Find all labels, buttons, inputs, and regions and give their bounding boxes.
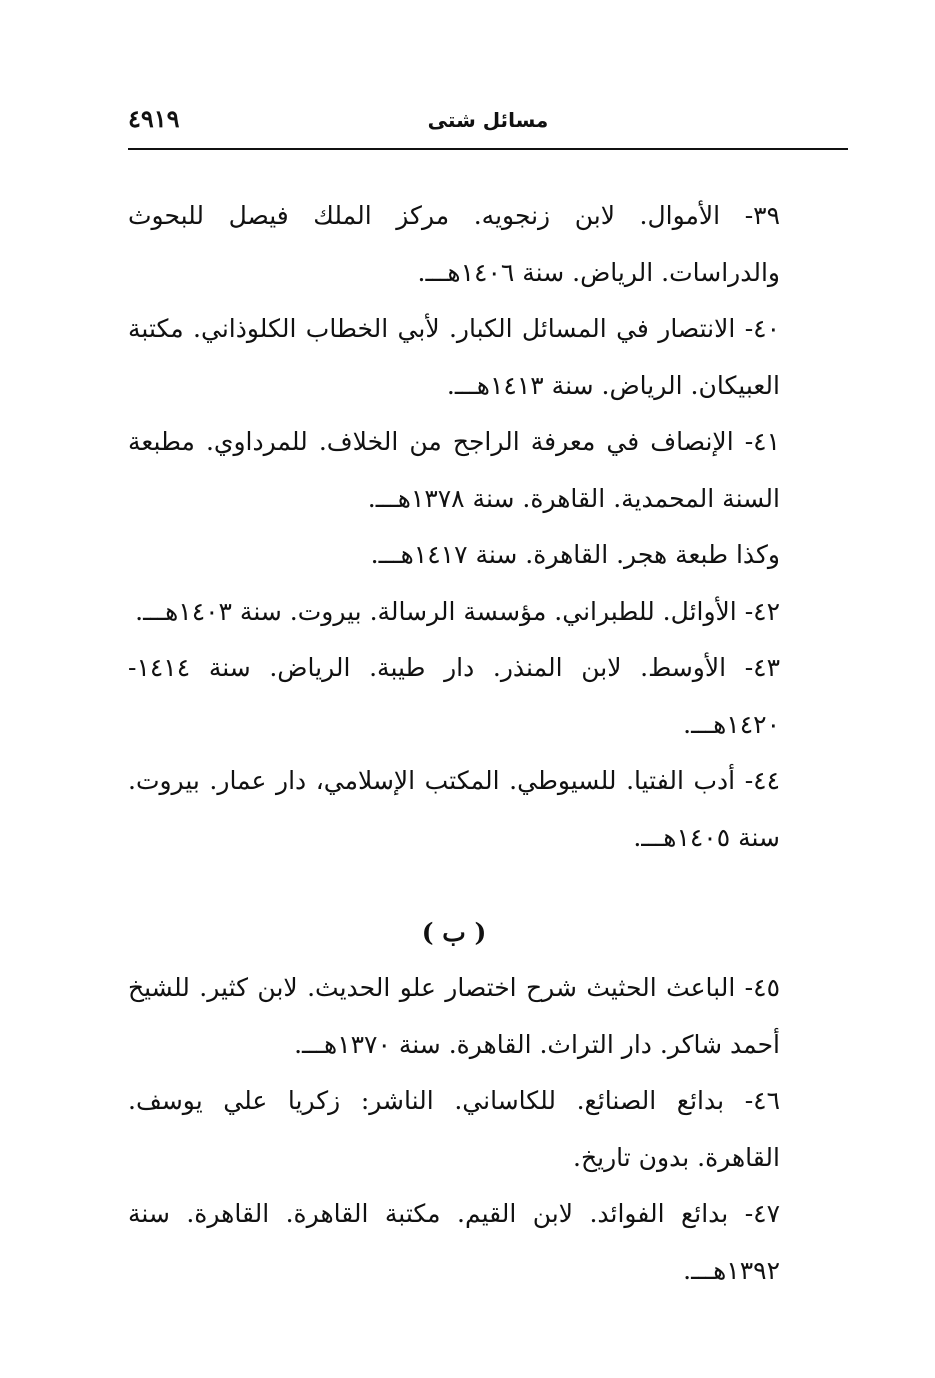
running-title: مسائل شتى — [427, 108, 549, 132]
bibliography-entry-41-note: وكذا طبعة هجر. القاهرة. سنة ١٤١٧هـــ. — [370, 540, 780, 569]
bibliography-entry-42: ٤٢- الأوائل. للطبراني. مؤسسة الرسالة. بيروت. سنة ١٤٠٣هـــ. — [135, 596, 780, 626]
section-heading: ( ب ) — [421, 918, 487, 947]
page-number: ٤٩١٩ — [128, 104, 180, 133]
bibliography-list — [128, 188, 780, 1299]
bibliography-entry-43: ٤٣- الأوسط. لابن المنذر. دار طيبة. الرياض. سنة ١٤١٤- ١٤٢٠هـــ. — [128, 653, 780, 739]
bibliography-entry-47: ٤٧- بدائع الفوائد. لابن القيم. مكتبة القاهرة. القاهرة. سنة ١٣٩٢هـــ. — [128, 1199, 780, 1285]
bibliography-entry-39: ٣٩- الأموال. لابن زنجويه. مركز الملك فيصل للبحوث والدراسات. الرياض. سنة ١٤٠٦هـــ. — [128, 201, 780, 287]
running-header — [128, 100, 848, 150]
bibliography-entry-46: ٤٦- بدائع الصنائع. للكاساني. الناشر: زكريا علي يوسف. القاهرة. بدون تاريخ. — [128, 1086, 780, 1172]
bibliography-entry-44: ٤٤- أدب الفتيا. للسيوطي. المكتب الإسلامي، دار عمار. بيروت. سنة ١٤٠٥هـــ. — [128, 766, 780, 852]
bibliography-entry-45: ٤٥- الباعث الحثيث شرح اختصار علو الحديث. لابن كثير. للشيخ أحمد شاكر. دار التراث. القاهرة. سنة ١٣٧٠هـــ. — [128, 973, 780, 1059]
bibliography-entry-40: ٤٠- الانتصار في المسائل الكبار. لأبي الخطاب الكلوذاني. مكتبة العبيكان. الرياض. سنة ١٤١٣هـــ. — [128, 314, 780, 400]
bibliography-entry-41: ٤١- الإنصاف في معرفة الراجح من الخلاف. للمرداوي. مطبعة السنة المحمدية. القاهرة. سنة ١٣٧٨هـــ. — [128, 427, 780, 513]
